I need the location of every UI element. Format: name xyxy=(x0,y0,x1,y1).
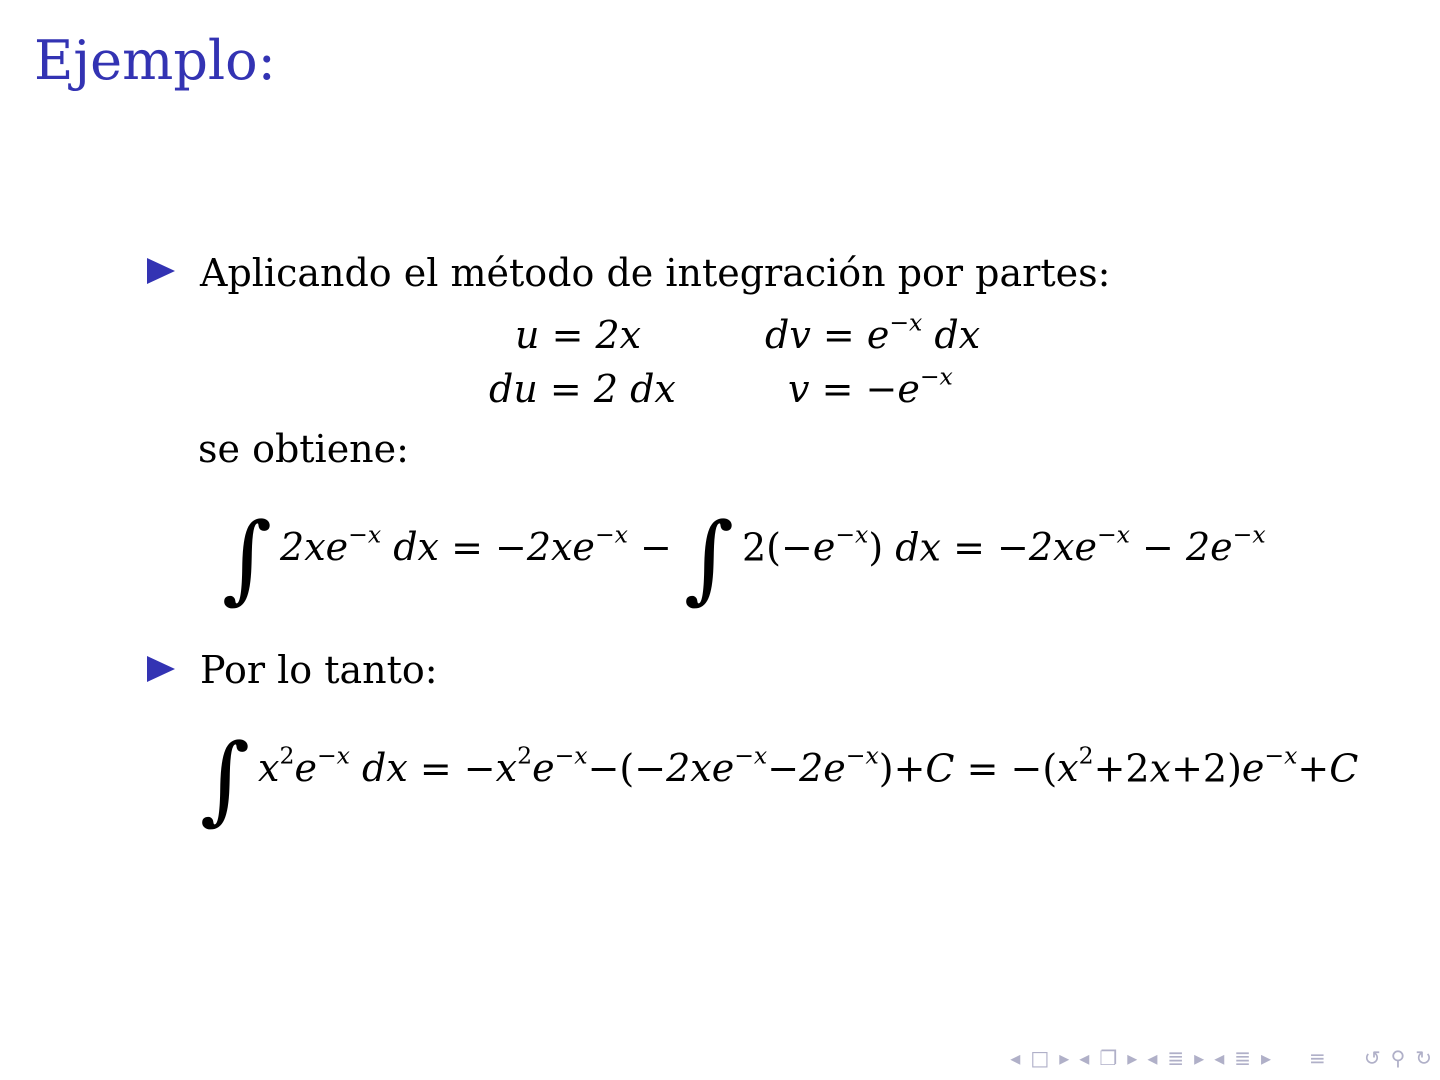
beamer-navigation xyxy=(1010,1046,1432,1070)
left-arrow-icon[interactable]: ◂ xyxy=(1010,1046,1021,1070)
dv-rhs-exp: −x xyxy=(889,308,923,337)
se-obtiene-text: se obtiene: xyxy=(198,427,409,471)
list-icon[interactable]: ≣ xyxy=(1234,1046,1251,1070)
bullet-2-text: Por lo tanto: xyxy=(200,648,438,692)
u-rhs: 2x xyxy=(595,313,642,357)
v-rhs-base: −e xyxy=(865,367,920,411)
substitution-row-2: du = 2 dx xyxy=(489,367,676,411)
section-icon[interactable]: ❐ xyxy=(1099,1046,1118,1070)
subsection-icon[interactable]: ≣ xyxy=(1167,1046,1185,1070)
undo-icon[interactable]: ↺ xyxy=(1363,1046,1381,1070)
dv-rhs-base: e xyxy=(866,313,890,357)
integral-equation-1: ∫ $2xe^{-x}$ dx = $-2xe^{-x}$ − ∫ $2(-e^{-x})$ dx = $-2xe^{-x} - 2e^{-x}$ xyxy=(222,502,1266,614)
substitution-row-1b: dv = $e^{-x}$ dx xyxy=(765,308,981,357)
left-arrow-icon[interactable]: ◂ xyxy=(1079,1046,1090,1070)
frame-icon[interactable]: □ xyxy=(1030,1046,1050,1070)
right-arrow-icon[interactable]: ▸ xyxy=(1194,1046,1205,1070)
v-lhs: v xyxy=(788,367,810,411)
du-lhs: du xyxy=(489,367,538,411)
search-icon[interactable]: ⚲ xyxy=(1390,1046,1406,1070)
bullet-triangle-icon xyxy=(147,656,175,682)
integral-equation-2: ∫ $x^2e^{-x}$ dx = $-x^2e^{-x}-(-2xe^{-x}-2e^{-x})+C = -(x^2+2x+2)e^{-x}+C$ xyxy=(200,723,1359,835)
left-arrow-icon[interactable]: ◂ xyxy=(1214,1046,1225,1070)
align-icon[interactable]: ≡ xyxy=(1309,1046,1326,1070)
left-arrow-icon[interactable]: ◂ xyxy=(1147,1046,1158,1070)
integral-sign-icon: ∫ xyxy=(200,723,251,835)
redo-icon[interactable]: ↻ xyxy=(1415,1046,1432,1070)
integral-sign-icon: ∫ xyxy=(222,502,273,614)
right-arrow-icon[interactable]: ▸ xyxy=(1059,1046,1070,1070)
substitution-row-2b: $v = -e^{-x}$ xyxy=(788,362,953,411)
bullet-triangle-icon xyxy=(147,258,175,284)
bullet-1-text: Aplicando el método de integración por partes: xyxy=(200,251,1111,295)
v-rhs-exp: −x xyxy=(919,362,953,391)
dv-rhs-tail: dx xyxy=(934,313,981,357)
u-lhs: u xyxy=(515,313,540,357)
slide-title: Ejemplo: xyxy=(34,29,276,92)
substitution-row-1: u = 2x xyxy=(515,313,642,357)
right-arrow-icon[interactable]: ▸ xyxy=(1127,1046,1138,1070)
du-rhs: 2 dx xyxy=(593,367,676,411)
right-arrow-icon[interactable]: ▸ xyxy=(1261,1046,1272,1070)
integral-sign-icon: ∫ xyxy=(683,502,734,614)
dv-lhs: dv xyxy=(765,313,811,357)
